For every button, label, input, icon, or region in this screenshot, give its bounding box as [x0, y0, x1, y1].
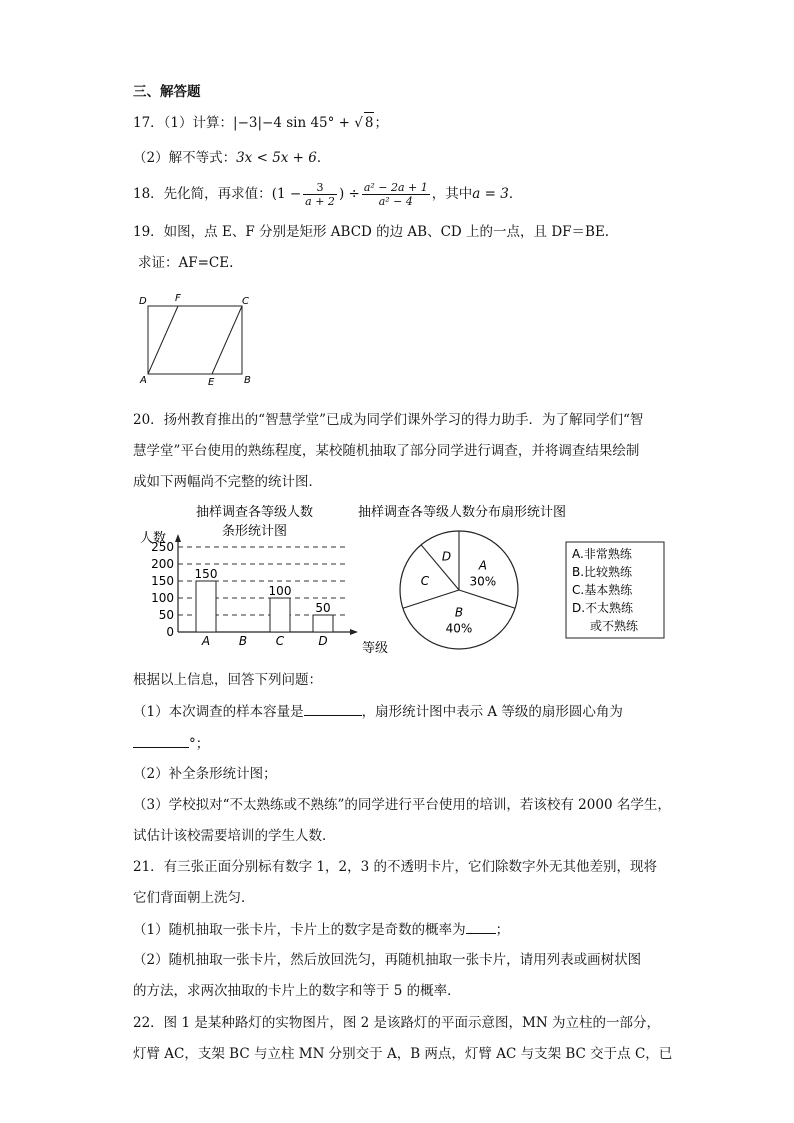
q17-part1: 17．（1）计算：|−3|−4 sin 45° + √ 8； — [133, 112, 388, 133]
q21-line2: 它们背面朝上洗匀． — [133, 890, 255, 906]
q21-answer-blank[interactable] — [466, 919, 496, 934]
q18-suffix: ，其中 — [431, 186, 473, 202]
pie-slice-percent: 30% — [469, 574, 497, 589]
q17-p1-end: ； — [374, 115, 388, 131]
bar-mark — [313, 615, 333, 632]
bar-chart-ylabel: 人数 — [140, 531, 167, 546]
label-d: D — [139, 296, 147, 307]
legend-item-a: A.非常熟练 — [572, 547, 632, 561]
pie-slice-percent: 40% — [445, 621, 473, 636]
label-c: C — [242, 296, 249, 307]
q18-line — [133, 177, 522, 211]
q19-line1: 19．如图，点 E、F 分别是矩形 ABCD 的边 AB、CD 上的一点，且 DF＝BE. — [133, 224, 610, 240]
bar-chart-y-arrow — [175, 534, 181, 542]
q18-fraction-1 — [303, 181, 337, 208]
pie-slice-label: B — [454, 605, 464, 620]
q20-line1: 20．扬州教育推出的“智慧学堂”已成为同学们课外学习的得力助手．为了解同学们“智 — [133, 412, 644, 428]
legend-item-d-cont: 或不熟练 — [590, 619, 639, 633]
q18-f1-num: 3 — [303, 181, 337, 195]
q22-line2: 灯臂 AC，支架 BC 与立柱 MN 分别交于 A，B 两点，灯臂 AC 与支架 BC 交于点 C，已 — [133, 1046, 673, 1062]
label-b: B — [244, 375, 251, 386]
q18-close-div: ) ÷ — [338, 186, 360, 202]
q21-sub1-b: ； — [495, 922, 510, 938]
q20-line3: 成如下两幅尚不完整的统计图． — [133, 474, 322, 490]
bar-data-label: 150 — [194, 567, 218, 581]
q20-sub1-a: （1）本次调查的样本容量是 — [133, 704, 304, 720]
q20-sub1-cont — [133, 733, 209, 754]
q18-f1-den: a + 2 — [305, 195, 335, 208]
bar-chart-xlabel: 等级 — [362, 641, 389, 656]
q20-answer-blank-2[interactable] — [133, 733, 189, 748]
q17-p2-prefix: （2）解不等式： — [133, 150, 237, 166]
rectangle-figure — [132, 288, 262, 390]
q20-sub3-b: 试估计该校需要培训的学生人数． — [133, 828, 336, 844]
bar-x-tick-label: D — [318, 634, 328, 648]
q20-sub2: （2）补全条形统计图； — [133, 766, 277, 782]
q20-sub1-b: ，扇形统计图中表示 A 等级的扇形圆心角为 — [361, 704, 623, 720]
bar-x-tick-label: C — [275, 634, 285, 648]
bar-chart-x-arrow — [350, 629, 358, 635]
pie-slice-label: C — [420, 574, 430, 589]
label-e: E — [208, 377, 215, 388]
pie-chart-title: 抽样调查各等级人数分布扇形统计图 — [358, 505, 567, 520]
bar-data-label: 50 — [315, 601, 331, 615]
bar-y-tick-label: 200 — [151, 557, 174, 571]
pie-legend — [566, 542, 664, 638]
bar-x-tick-label: A — [201, 634, 211, 648]
segment-ce — [212, 306, 242, 374]
q21-line1: 21．有三张正面分别标有数字 1，2，3 的不透明卡片，它们除数字外无其他差别，现将 — [133, 859, 658, 875]
bar-chart-title-line1: 抽样调查各等级人数 — [196, 505, 314, 520]
legend-item-b: B.比较熟练 — [572, 565, 633, 579]
bar-data-label: 100 — [268, 584, 292, 598]
q21-sub1 — [133, 919, 509, 940]
q17-p1-expr: |−3|−4 sin 45° + — [233, 115, 355, 131]
bar-y-tick-label: 50 — [158, 608, 174, 622]
segment-af — [148, 306, 178, 374]
bar-chart-title-line2: 条形统计图 — [222, 524, 288, 539]
q18-fraction-2 — [362, 181, 430, 208]
bar-y-tick-label: 0 — [166, 625, 174, 639]
label-a: A — [140, 375, 147, 386]
bar-y-tick-label: 250 — [151, 540, 174, 554]
q20-line2: 慧学堂”平台使用的熟练程度，某校随机抽取了部分同学进行调查，并将调查结果绘制 — [133, 443, 640, 459]
section-title: 三、解答题 — [133, 84, 201, 100]
q18-end: ． — [508, 186, 523, 202]
q18-f2-num: a² − 2a + 1 — [363, 181, 428, 194]
legend-item-c: C.基本熟练 — [572, 583, 633, 597]
q17-p2-expr: 3x < 5x + 6 — [236, 150, 317, 166]
q18-open: (1 − — [271, 186, 302, 202]
q20-sub1 — [133, 701, 623, 722]
pie-chart — [358, 504, 566, 649]
q18-cond: a = 3 — [472, 186, 509, 202]
q22-line1: 22．图 1 是某种路灯的实物图片，图 2 是该路灯的平面示意图，MN 为立柱的一部分， — [133, 1015, 660, 1031]
q19-line2: 求证：AF=CE. — [138, 255, 234, 271]
pie-slice-label: D — [441, 549, 452, 564]
q20-sub1-c: °； — [189, 736, 210, 752]
q21-sub2-b: 的方法，求两次抽取的卡片上的数字和等于 5 的概率． — [133, 983, 461, 999]
q20-after: 根据以上信息，回答下列问题： — [133, 672, 322, 688]
legend-item-d: D.不太熟练 — [572, 601, 634, 615]
bar-x-tick-label: B — [238, 634, 248, 648]
q20-sub3-a: （3）学校拟对“不太熟练或不熟练”的同学进行平台使用的培训，若该校有 2000 名学生， — [133, 797, 671, 813]
bar-mark — [270, 598, 290, 632]
pie-slice-label: A — [478, 558, 487, 573]
rectangle-abcd — [148, 306, 242, 374]
q21-sub2-a: （2）随机抽取一张卡片，然后放回洗匀，再随机抽取一张卡片，请用列表或画树状图 — [133, 952, 642, 968]
q18-f2-den: a² − 4 — [378, 195, 413, 208]
bar-chart — [140, 504, 388, 656]
q21-sub1-a: （1）随机抽取一张卡片，卡片上的数字是奇数的概率为 — [133, 922, 466, 938]
q17-part2 — [133, 148, 330, 168]
bar-y-tick-label: 150 — [151, 574, 174, 588]
q17-p2-end: ． — [316, 150, 331, 166]
statistics-charts — [130, 498, 670, 660]
bar-y-tick-label: 100 — [151, 591, 174, 605]
q17-p1-prefix: 17．（1）计算： — [133, 115, 234, 131]
q20-answer-blank-1[interactable] — [304, 701, 362, 716]
q18-prefix: 18．先化简，再求值： — [133, 186, 272, 202]
label-f: F — [175, 293, 181, 304]
q17-p1-sqrt: 8 — [364, 112, 375, 133]
bar-mark — [196, 581, 216, 632]
